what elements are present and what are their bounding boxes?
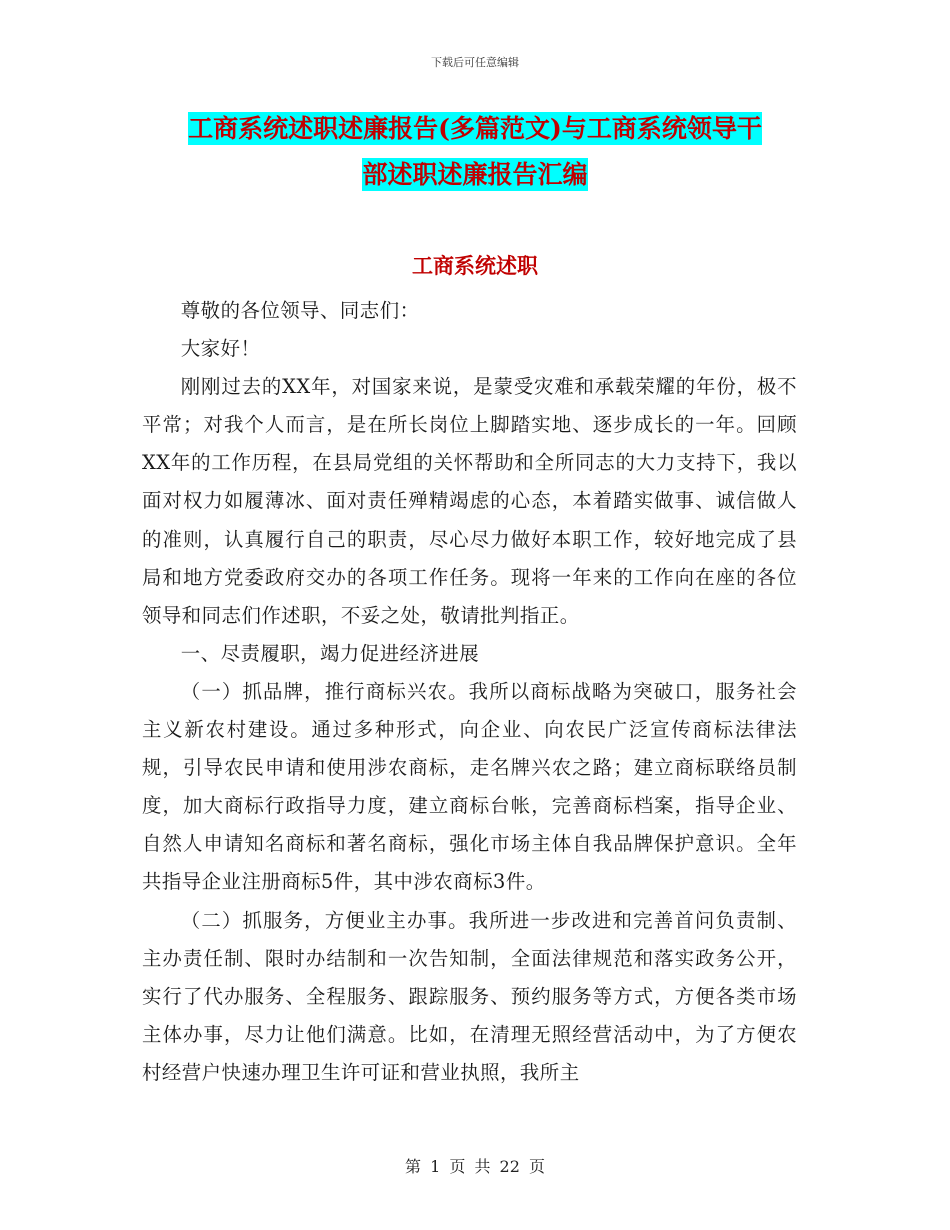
- section-title: 工商系统述职: [412, 253, 538, 278]
- document-title: [150, 106, 800, 198]
- paragraph-intro: 刚刚过去的XX年，对国家来说，是蒙受灾难和承载荣耀的年份，极不平常；对我个人而言，是在所长岗位上脚踏实地、逐步成长的一年。回顾XX年的工作历程，在县局党组的关怀帮助和全所同志的大力支持下，我以面对权力如履薄冰、面对责任殚精竭虑的心态，本着踏实做事、诚信做人的准则，认真履行自己的职责，尽心尽力做好本职工作，较好地完成了县局和地方党委政府交办的各项工作任务。现将一年来的工作向在座的各位领导和同志们作述职，不妥之处，敬请批判指正。: [142, 375, 797, 627]
- header-note: 下载后可任意编辑: [431, 56, 519, 69]
- greeting: 大家好！: [180, 337, 261, 361]
- paragraph-service: （二）抓服务，方便业主办事。我所进一步改进和完善首问负责制、主办责任制、限时办结制和一次告知制，全面法律规范和落实政务公开，实行了代办服务、全程服务、跟踪服务、预约服务等方式，方便各类市场主体办事，尽力让他们满意。比如，在清理无照经营活动中，为了方便农村经营户快速办理卫生许可证和营业执照，我所主: [142, 908, 797, 1084]
- paragraph-brand: （一）抓品牌，推行商标兴农。我所以商标战略为突破口，服务社会主义新农村建设。通过多种形式，向企业、向农民广泛宣传商标法律法规，引导农民申请和使用涉农商标，走名牌兴农之路；建立商标联络员制度，加大商标行政指导力度，建立商标台帐，完善商标档案，指导企业、自然人申请知名商标和著名商标，强化市场主体自我品牌保护意识。全年共指导企业注册商标5件，其中涉农商标3件。: [142, 679, 797, 894]
- document-title-line-1: 工商系统述职述廉报告(多篇范文)与工商系统领导干: [188, 114, 762, 143]
- document-title-line-2: 部述职述廉报告汇编: [362, 160, 588, 189]
- document-body: [142, 292, 797, 1092]
- salutation: 尊敬的各位领导、同志们：: [180, 299, 420, 322]
- page-number: 第 1 页 共 22 页: [405, 1157, 545, 1176]
- heading-section-1: 一、尽责履职，竭力促进经济进展: [180, 641, 480, 665]
